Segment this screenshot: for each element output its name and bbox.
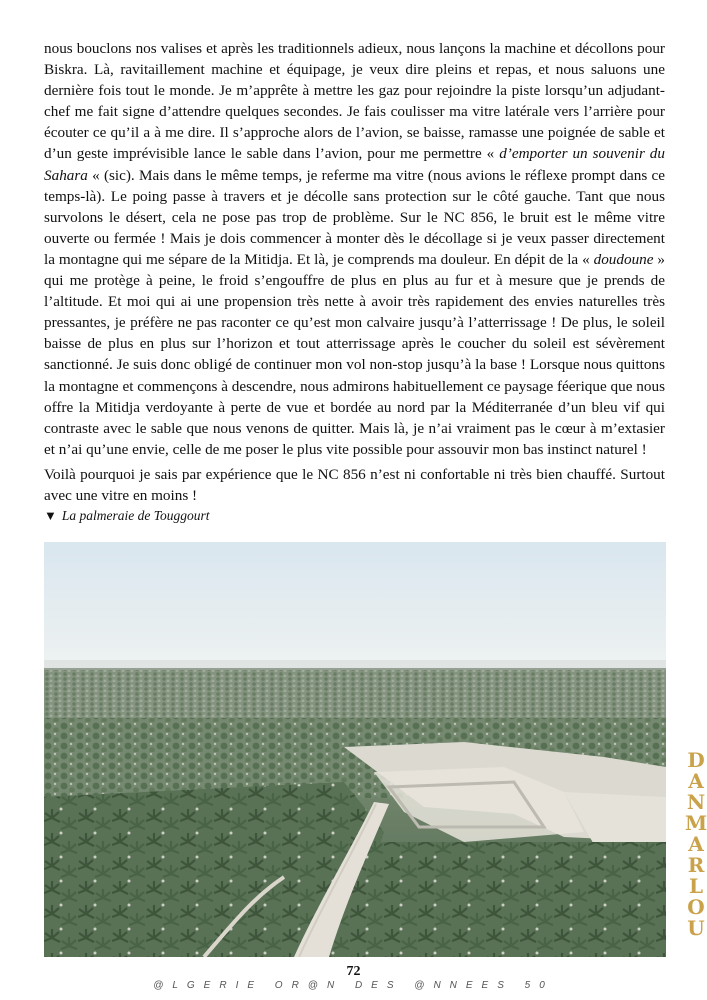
paragraph-1-part-2: « (sic). Mais dans le même temps, je referme ma vitre (nous avions le réflexe prompt dans ce temps-là). Le poing passe à travers et je décolle sans protection sur le côté gauche. Tant que nous survolons le désert, cela ne pose pas trop de problème. Sur le NC 856, le bruit est le même vitre ouverte ou fermée ! Mais je dois commencer à monter dès le décollage si je veux passer directement la montagne qui me sépare de la Mitidja. Et là, je comprends ma douleur. En dépit de la « [44, 166, 665, 268]
side-title-letter: U [687, 916, 705, 940]
side-title-danmarlou [686, 750, 706, 960]
palm-grove-photo [44, 542, 666, 957]
side-title-letter: O [687, 895, 705, 919]
side-title-letter: R [687, 853, 705, 877]
paragraph-2-text: Voilà pourquoi je sais par expérience que le NC 856 n’est ni confortable ni très bien chauffé. Surtout avec une vitre en moins ! [44, 465, 665, 504]
side-title-letter: D [687, 748, 705, 772]
side-title-letter: A [688, 832, 704, 856]
triangle-down-icon: ▼ [44, 508, 57, 523]
side-title-letter: A [688, 769, 704, 793]
paragraph-1-part-3: » qui me protège à peine, le froid s’engouffre de plus en plus au fur et à mesure que je prends de l’altitude. Et moi qui ai une propension très nette à avoir très rapidement des envies naturelles très pressantes, je préfère ne pas raconter ce qu’est mon calvaire jusqu’à l’atterrissage ! De plus, le soleil baisse de plus en plus sur l’horizon et tout atterrissage après le coucher du soleil est sévèrement sanctionné. Je suis donc obligé de continuer mon vol non-stop jusqu’à la base ! Lorsque nous quittons la montagne et commençons à descendre, nous admirons habituellement ce paysage féerique que nous offre la Mitidja verdoyante à perte de vue et bordée au nord par la Méditerranée d’un bleu vif qui contraste avec le sable que nous venons de quitter. Mais là, je n’ai vraiment pas le cœur à m’extasier et n’ai qu’une envie, celle de me poser le plus vite possible pour assouvir mon bas instinct naturel ! [44, 250, 666, 458]
side-title-letter: N [686, 790, 706, 814]
paragraph-1 [44, 38, 665, 460]
paragraph-1-part-1: nous bouclons nos valises et après les traditionnels adieux, nous lançons la machine et décollons pour Biskra. Là, ravitaillement machine et équipage, je veux dire pleins et repas, et nous saluons une dernière fois tout le monde. Je m’apprête à mettre les gaz pour rejoindre la piste lorsqu’un adjudant-chef me fait signe d’attendre quelques secondes. Je fais coulisser ma vitre latérale vers l’arrière pour écouter ce qu’il a à me dire. Il s’approche alors de l’avion, se baisse, ramasse une poignée de sable et d’un geste imprévisible lance le sable dans l’avion, pour me permettre « [44, 40, 665, 163]
photo-caption-text: La palmeraie de Touggourt [61, 508, 210, 523]
running-footer-title: @LGERIE OR@N DES @NNEES 50 [153, 980, 554, 991]
paragraph-2 [44, 464, 665, 506]
paragraph-1-quote-souvenir: d’emporter un souvenir du Sahara [44, 145, 665, 184]
paragraph-1-quote-doudoune: doudoune [593, 250, 654, 268]
page-number: 72 [346, 964, 361, 979]
article-body [44, 38, 665, 510]
side-title-letter: L [688, 874, 704, 898]
photo-caption [44, 508, 210, 524]
side-title-letter: M [684, 811, 707, 835]
